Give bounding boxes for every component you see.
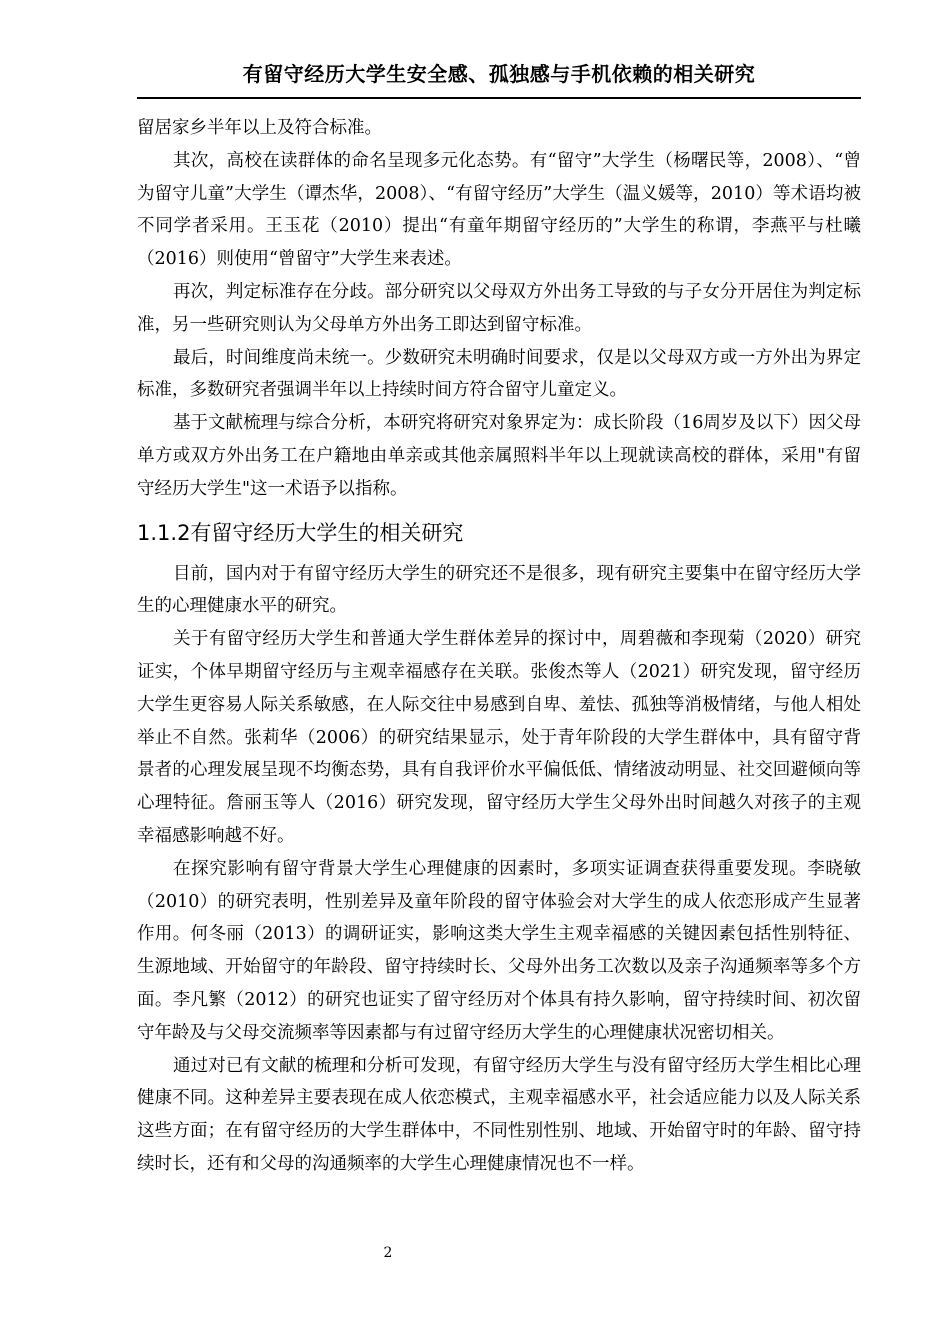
page-number: 2: [383, 1245, 393, 1261]
page-body: [137, 112, 861, 1181]
paragraph: 最后，时间维度尚未统一。少数研究未明确时间要求，仅是以父母双方或一方外出为界定标准，多数研究者强调半年以上持续时间方符合留守儿童定义。: [137, 347, 861, 401]
paragraph: 基于文献梳理与综合分析，本研究将研究对象界定为：成长阶段（16周岁及以下）因父母单方或双方外出务工在户籍地由单亲或其他亲属照料半年以上现就读高校的群体，采用"有留守经历大学生"这一术语予以指称。: [137, 413, 861, 499]
paragraph: 其次，高校在读群体的命名呈现多元化态势。有“留守”大学生（杨曙民等，2008）、“曾为留守儿童”大学生（谭杰华，2008）、“有留守经历”大学生（温义媛等，2010）等术语均被不同学者采用。王玉花（2010）提出“有童年期留守经历的”大学生的称谓，李燕平与杜曦（2016）则使用“曾留守”大学生来表述。: [137, 150, 861, 270]
paragraph-continued: 留居家乡半年以上及符合标准。: [137, 118, 382, 138]
header-rule: [137, 97, 861, 99]
paragraph: 再次，判定标准存在分歧。部分研究以父母双方外出务工导致的与子女分开居住为判定标准，另一些研究则认为父母单方外出务工即达到留守标准。: [137, 281, 861, 335]
running-header: 有留守经历大学生安全感、孤独感与手机依赖的相关研究: [242, 62, 756, 86]
paragraph: 在探究影响有留守背景大学生心理健康的因素时，多项实证调查获得重要发现。李晓敏（2010）的研究表明，性别差异及童年阶段的留守体验会对大学生的成人依恋形成产生显著作用。何冬丽（2013）的调研证实，影响这类大学生主观幸福感的关键因素包括性别特征、生源地域、开始留守的年龄段、留守持续时长、父母外出务工次数以及亲子沟通频率等多个方面。李凡繁（2012）的研究也证实了留守经历对个体具有持久影响，留守持续时间、初次留守年龄及与父母交流频率等因素都与有过留守经历大学生的心理健康状况密切相关。: [137, 858, 861, 1043]
paragraph: 关于有留守经历大学生和普通大学生群体差异的探讨中，周碧薇和李现菊（2020）研究证实，个体早期留守经历与主观幸福感存在关联。张俊杰等人（2021）研究发现，留守经历大学生更容易人际关系敏感，在人际交往中易感到自卑、羞怯、孤独等消极情绪，与他人相处举止不自然。张莉华（2006）的研究结果显示，处于青年阶段的大学生群体中，具有留守背景者的心理发展呈现不均衡态势，具有自我评价水平偏低低、情绪波动明显、社交回避倾向等心理特征。詹丽玉等人（2016）研究发现，留守经历大学生父母外出时间越久对孩子的主观幸福感影响越不好。: [137, 629, 861, 846]
paragraph: 目前，国内对于有留守经历大学生的研究还不是很多，现有研究主要集中在留守经历大学生的心理健康水平的研究。: [137, 563, 861, 617]
section-heading: 1.1.2有留守经历大学生的相关研究: [137, 520, 464, 545]
paragraph: 通过对已有文献的梳理和分析可发现，有留守经历大学生与没有留守经历大学生相比心理健康不同。这种差异主要表现在成人依恋模式，主观幸福感水平，社会适应能力以及人际关系这些方面；在有留守经历的大学生群体中，不同性别性别、地域、开始留守时的年龄、留守持续时长，还有和父母的沟通频率的大学生心理健康情况也不一样。: [137, 1055, 861, 1174]
